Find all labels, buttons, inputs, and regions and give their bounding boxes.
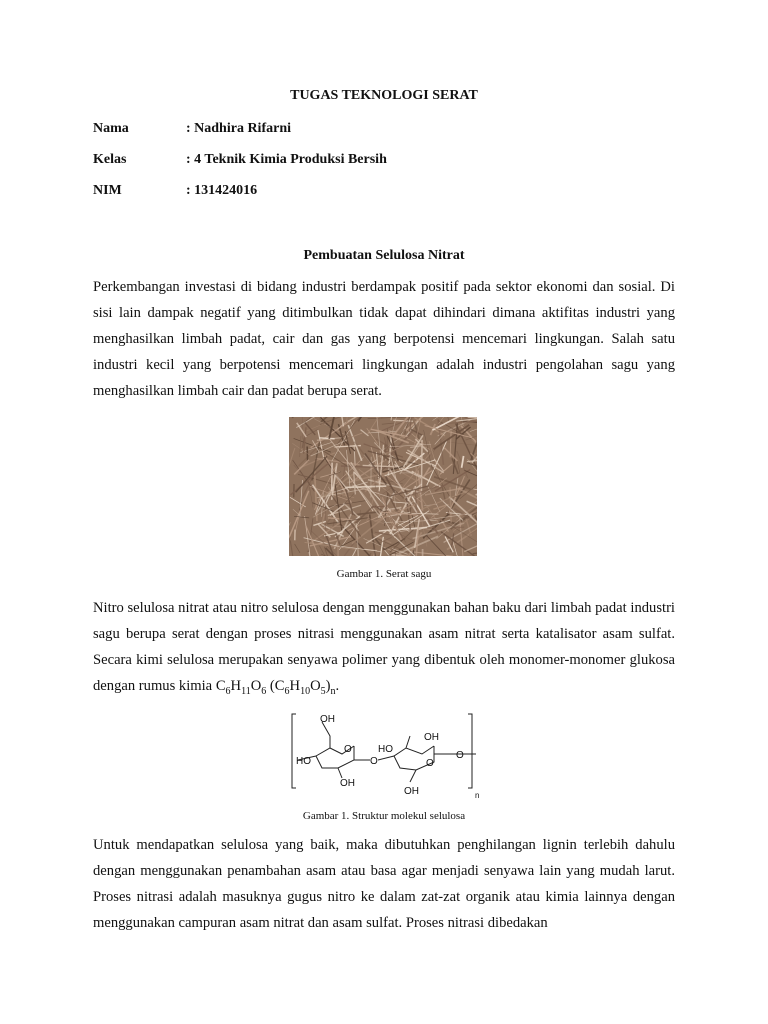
sago-fiber-image [289,417,477,556]
identity-value: : Nadhira Rifarni [186,121,291,136]
fiber-strand [421,440,422,492]
identity-label: Nama [93,121,129,136]
figure-caption-structure: Gambar 1. Struktur molekul selulosa [302,810,466,822]
right-bracket [468,714,472,788]
label-oh: OH [340,778,355,789]
label-o: O [426,758,434,769]
paragraph-nitro-text: Nitro selulosa nitrat atau nitro selulosa dengan menggunakan bahan baku dari limbah padat industri sagu berupa serat dengan proses nitrasi menggunakan asam nitrat serta katalisator asam sulfat. Secara kimi selulosa merupakan senyawa polimer yang dibentuk oleh monomer-monomer glukosa dengan rumus kimia [93,600,675,694]
fiber-strand [410,504,411,514]
left-bracket [292,714,296,788]
fiber-strand [319,438,335,439]
label-oh: OH [424,732,439,743]
label-ho: HO [296,756,311,767]
label-oh: OH [320,714,335,725]
identity-value: : 131424016 [186,183,258,198]
paragraph-intro: Perkembangan investasi di bidang industri berdampak positif pada sektor ekonomi dan sosial. Di sisi lain dampak negatif yang ditimbulkan tidak dapat dihindari dimana aktifitas industri yang menghasilkan limbah padat, cair dan gas yang berpotensi mencemari lingkungan. Salah satu industri kecil yang berpotensi mencemari lingkungan adalah industri pengolahan sagu yang menghasilkan limbah cair dan padat berupa serat. [93,279,675,399]
fiber-strand [454,527,464,528]
label-o: O [344,744,352,755]
label-oh: OH [404,786,419,797]
label-ho: HO [378,744,393,755]
chemical-formula: $C_6H_{11}O_6$ $(C_6H_{10}O_5)_n$. [215,678,340,697]
identity-label: NIM [93,183,122,198]
label-o: O [370,756,378,767]
section-title: Pembuatan Selulosa Nitrat [303,248,465,263]
sago-fiber-photo [289,417,477,556]
label-n: n [475,791,480,800]
cellulose-structure-diagram [282,710,488,802]
identity-label: Kelas [93,152,127,167]
paragraph-lignin: Untuk mendapatkan selulosa yang baik, maka dibutuhkan penghilangan lignin terlebih dahulu dengan menggunakan penambahan asam atau basa agar menjadi senyawa lain yang mudah larut. Proses nitrasi adalah masuknya gugus nitro ke dalam zat-zat organik atau kimia lainnya dengan menggunakan campuran asam nitrat dan asam sulfat. Proses nitrasi dibedakan [93,837,675,931]
figure-caption-fiber: Gambar 1. Serat sagu [336,568,432,580]
document-title: TUGAS TEKNOLOGI SERAT [290,88,478,103]
left-glucose-ring [298,722,370,778]
identity-value: : 4 Teknik Kimia Produksi Bersih [186,152,387,167]
label-o: O [456,750,464,761]
paragraph-nitro [93,595,675,705]
